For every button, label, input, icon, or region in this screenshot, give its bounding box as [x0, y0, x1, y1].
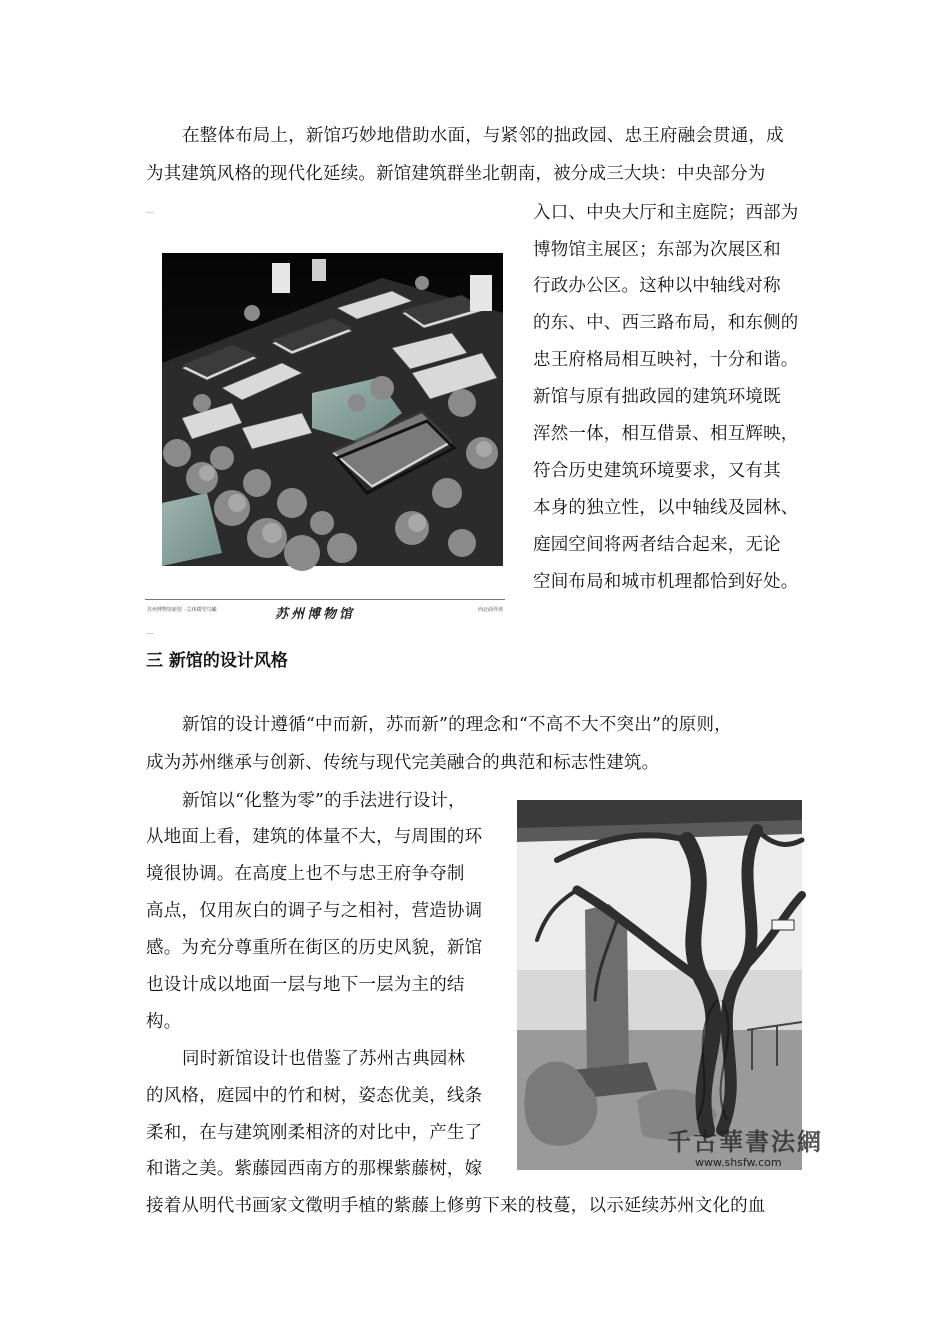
left-text-line: 感。为充分尊重所在街区的历史风貌，新馆 [146, 938, 483, 958]
left-text-line: 的风格，庭园中的竹和树，姿态优美，线条 [146, 1086, 483, 1106]
figure-caption-right: 西北面外观 [477, 607, 503, 613]
side-text-line: 新馆与原有拙政园的建筑环境既 [533, 387, 781, 407]
wisteria-photo [517, 800, 823, 1170]
paragraph-line: 为其建筑风格的现代化延续。新馆建筑群坐北朝南，被分成三大块：中央部分为 [146, 164, 766, 184]
left-text-line: 柔和，在与建筑刚柔相济的对比中，产生了 [146, 1123, 483, 1143]
side-text-line: 入口、中央大厅和主庭院；西部为 [533, 203, 799, 223]
caption-divider [145, 599, 505, 600]
side-text-line: 本身的独立性，以中轴线及园林、 [533, 498, 799, 518]
left-text-line: 高点，仅用灰白的调子与之相衬，营造协调 [146, 901, 483, 921]
left-text-line: 也设计成以地面一层与地下一层为主的结 [146, 975, 465, 995]
left-text-line: 和谐之美。紫藤园西南方的那棵紫藤树，嫁 [146, 1159, 483, 1179]
paragraph-line: 新馆的设计遵循“中而新，苏而新”的理念和“不高不大不突出”的原则， [182, 715, 732, 735]
left-text-line: 同时新馆设计也借鉴了苏州古典园林 [182, 1049, 466, 1069]
side-text-line: 符合历史建筑环境要求，又有其 [533, 461, 781, 481]
figure-caption-title: 苏州博物馆 [275, 607, 356, 622]
side-text-line: 忠王府格局相互映衬，十分和谐。 [533, 350, 799, 370]
left-text-line: 新馆以“化整为零”的手法进行设计， [182, 791, 466, 811]
side-text-line: 的东、中、西三路布局，和东侧的 [533, 313, 799, 333]
margin-mark [146, 212, 154, 213]
watermark-url: www.shsfw.com [695, 1156, 782, 1169]
side-text-line: 庭园空间将两者结合起来，无论 [533, 535, 781, 555]
left-text-line: 境很协调。在高度上也不与忠王府争夺制 [146, 864, 465, 884]
watermark: 千古華書法網 [667, 1127, 823, 1156]
side-text-line: 行政办公区。这种以中轴线对称 [533, 276, 781, 296]
paragraph-line: 成为苏州继承与创新、传统与现代完美融合的典范和标志性建筑。 [146, 753, 660, 773]
section-heading: 三 新馆的设计风格 [146, 651, 288, 671]
left-text-line: 从地面上看，建筑的体量不大，与周围的环 [146, 827, 483, 847]
museum-model-photo [162, 253, 503, 566]
side-text-line: 浑然一体，相互借景、相互辉映， [533, 424, 799, 444]
paragraph-line: 接着从明代书画家文徵明手植的紫藤上修剪下来的枝蔓，以示延续苏州文化的血 [146, 1196, 766, 1216]
side-text-line: 博物馆主展区；东部为次展区和 [533, 240, 781, 260]
museum-model-figure [145, 243, 505, 625]
left-text-line: 构。 [146, 1012, 182, 1032]
side-text-line: 空间布局和城市机理都恰到好处。 [533, 572, 799, 592]
paragraph-line: 在整体布局上，新馆巧妙地借助水面，与紧邻的拙政园、忠王府融会贯通，成 [182, 126, 784, 146]
figure-caption-left: 苏州博物馆新馆 · 总体模型鸟瞰 [147, 607, 217, 613]
margin-mark [146, 633, 154, 634]
